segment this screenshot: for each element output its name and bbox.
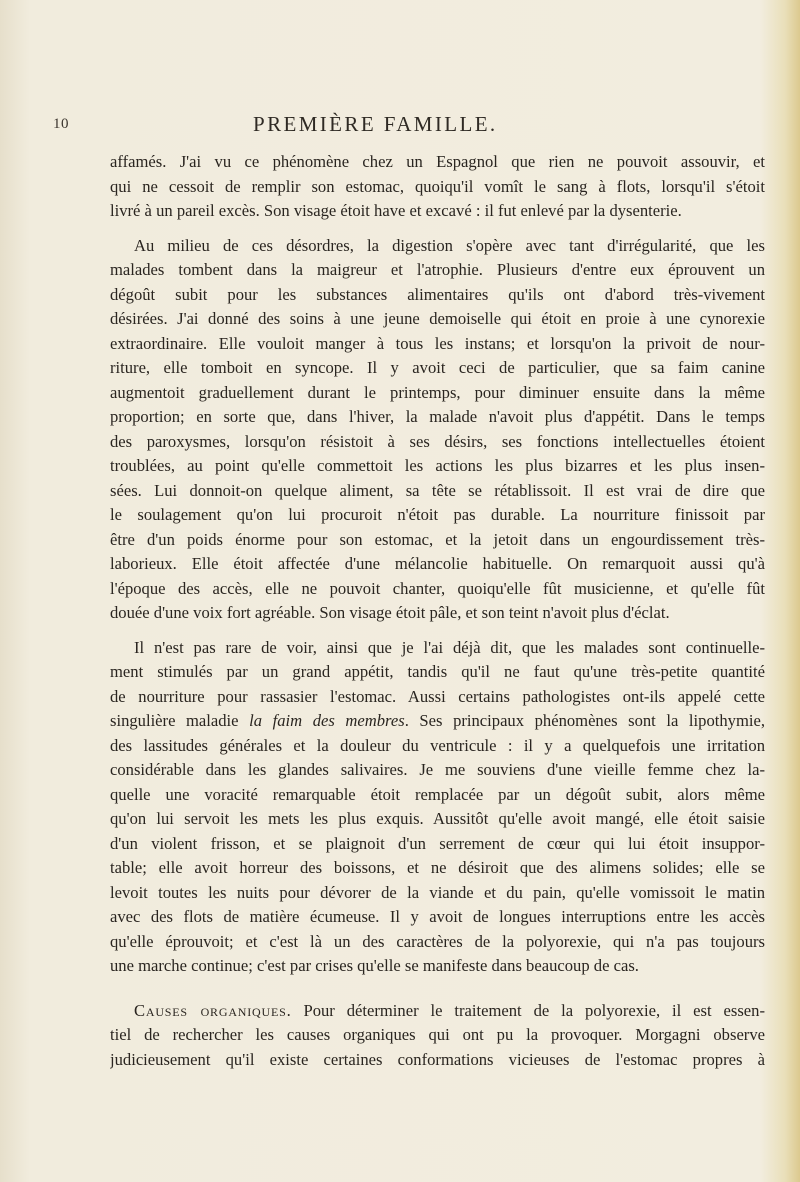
text-line: proportion; en sorte que, dans l'hiver, la malade n'avoit plus d'appétit. Dans le temps [110,407,765,426]
text-line: d'un violent frisson, et se plaignoit d'un serrement de cœur qui lui étoit insuppor- [110,833,765,853]
paragraph-3 [110,636,765,979]
paragraph-gap [110,224,765,234]
text-line: l'époque des accès, elle ne pouvoit chanter, quoiqu'elle fût musicienne, et qu'elle fût [110,578,765,598]
text-line: Il n'est pas rare de voir, ainsi que je l'ai déjà dit, que les malades sont continuelle- [134,637,765,657]
text-fragment: . Ses principaux phénomènes sont la lipothymie, [404,711,765,730]
paragraph-gap [110,989,765,999]
text-line: tiel de rechercher les causes organiques qui ont pu la provoquer. Morgagni observe [110,1025,765,1044]
text-line: des paroxysmes, lorsqu'on résistoit à ses désirs, ses fonctions intellectuelles étoient [110,431,765,451]
text-fragment: singulière maladie [110,711,250,730]
text-line: qu'elle éprouvoit; et c'est là un des caractères de la polyorexie, qui n'a pas toujours [110,931,765,951]
text-line: qu'on lui servoit les mets les plus exquis. Aussitôt qu'elle avoit mangé, elle étoit saisie [110,809,765,828]
paragraph-gap [110,979,765,989]
section-heading: Causes organiques. [134,1000,292,1020]
text-line: affamés. J'ai vu ce phénomène chez un Espagnol que rien ne pouvoit assouvir, et [110,152,765,171]
text-line: sées. Lui donnoit-on quelque aliment, sa tête se rétablissoit. Il est vrai de dire que [110,480,765,500]
text-line: malades tombent dans la maigreur et l'atrophie. Plusieurs d'entre eux éprouvent un [110,260,765,279]
text-line: qui ne cessoit de remplir son estomac, quoiqu'il vomît le sang à flots, lorsqu'il s'étoit [110,176,765,196]
text-line: de nourriture pour rassasier l'estomac. Aussi certains pathologistes ont-ils appelé cette [110,686,765,706]
text-line: des lassitudes générales et la douleur du ventricule : il y a quelquefois une irritation [110,735,765,755]
text-line: être d'un poids énorme pour son estomac, et la jetoit dans un engourdissement très- [110,529,765,549]
text-line: quelle une voracité remarquable étoit remplacée par un dégoût subit, alors même [110,784,765,804]
chapter-title: PREMIÈRE FAMILLE. [253,112,498,136]
text-line: désirées. J'ai donné des soins à une jeune demoiselle qui étoit en proie à une cynorexie [110,309,765,328]
text-line: douée d'une voix fort agréable. Son visage étoit pâle, et son teint n'avoit plus d'éclat. [110,603,670,622]
paragraph-2 [110,234,765,626]
paragraph-4 [110,999,765,1073]
paragraph-gap [110,626,765,636]
text-line: augmentoit graduellement durant le printemps, pour diminuer ensuite dans la même [110,382,765,402]
text-line: laborieux. Elle étoit affectée d'une mélancolie habituelle. On remarquoit aussi qu'à [110,554,765,573]
text-line: ment stimulés par un grand appétit, tandis qu'il ne faut qu'une très-petite quantité [110,662,765,681]
text-line: dégoût subit pour les substances alimentaires qu'ils ont d'abord très-vivement [110,284,765,304]
text-line: judicieusement qu'il existe certaines conformations vicieuses de l'estomac propres à [110,1049,765,1069]
text-fragment: Pour déterminer le traitement de la polyorexie, il est essen- [291,1000,765,1020]
text-line-with-italic [110,709,765,734]
text-line: troublées, au point qu'elle commettoit les actions les plus bizarres et les plus insen- [110,456,765,475]
text-line: table; elle avoit horreur des boissons, et ne désiroit que des alimens solides; elle se [110,858,765,877]
text-line: le soulagement qu'on lui procuroit n'étoit pas durable. La nourriture finissoit par [110,505,765,524]
text-line: extraordinaire. Elle vouloit manger à tous les instans; et lorsqu'on la privoit de nour- [110,333,765,353]
running-head [0,112,800,142]
page-number: 10 [53,116,69,132]
text-line: levoit toutes les nuits pour dévorer de la viande et du pain, qu'elle vomissoit le matin [110,882,765,902]
text-line: riture, elle tomboit en syncope. Il y avoit ceci de particulier, que sa faim canine [110,358,765,377]
paragraph-1 [110,150,765,224]
italic-term: la faim des membres [249,711,405,730]
text-line: une marche continue; c'est par crises qu'elle se manifeste dans beaucoup de cas. [110,956,639,975]
text-line-with-heading [110,999,765,1024]
text-line: avec des flots de matière écumeuse. Il y avoit de longues interruptions entre les accès [110,907,765,926]
body-text [110,150,765,1072]
text-line: Au milieu de ces désordres, la digestion s'opère avec tant d'irrégularité, que les [134,235,765,255]
text-line: considérable dans les glandes salivaires. Je me souviens d'une vieille femme chez la- [110,760,765,779]
text-line: livré à un pareil excès. Son visage étoit have et excavé : il fut enlevé par la dysenterie. [110,201,682,220]
